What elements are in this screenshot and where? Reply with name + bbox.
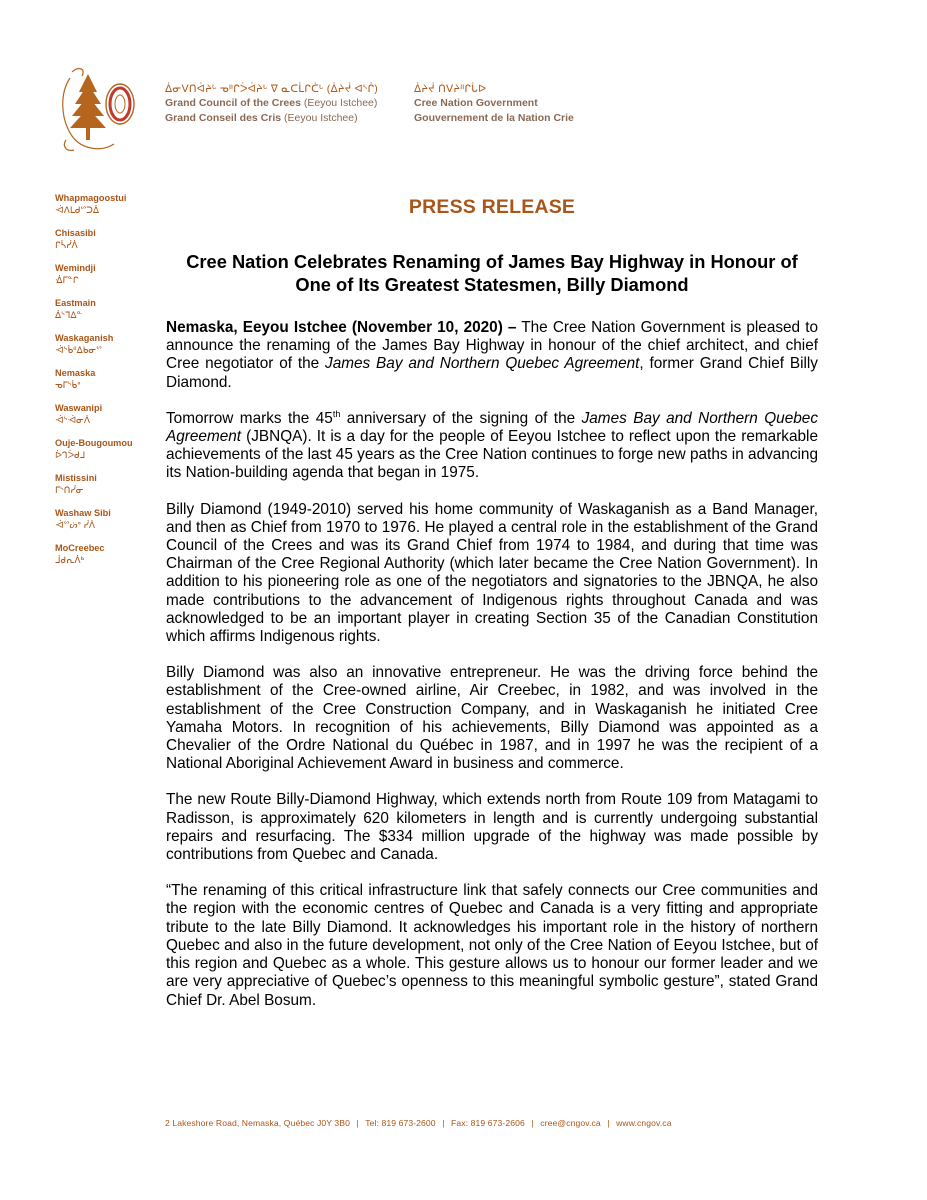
communities-sidebar bbox=[55, 192, 165, 577]
cng-fr: Gouvernement de la Nation Crie bbox=[414, 112, 574, 124]
paragraph-4: Billy Diamond was also an innovative entrepreneur. He was the driving force behind the establishment of the Cree-owned airline, Air Creebec, in 1982, and was involved in the establishment of the Cree Construction Company, and in Waskaganish he initiated Cree Yamaha Motors. In recognition of his achievements, Billy Diamond was appointed as a Chevalier of the Ordre National du Québec in 1987, and in 1997 he was the recipient of a National Aboriginal Achievement Award in business and commerce. bbox=[166, 664, 818, 773]
paragraph-5: The new Route Billy-Diamond Highway, which extends north from Route 109 from Matagami to Radisson, is approximately 620 kilometers in length and is currently undergoing substantial repairs and resurfacing. The $334 million upgrade of the highway was made possible by contributions from Quebec and Canada. bbox=[166, 791, 818, 864]
footer-website-link[interactable]: www.cngov.ca bbox=[616, 1118, 672, 1128]
headline: Cree Nation Celebrates Renaming of James Bay Highway in Honour of One of Its Greatest Statesmen, Billy Diamond bbox=[186, 251, 798, 295]
community-eastmain: Eastmain ᐄᔅᒣᐃᓐ bbox=[55, 298, 96, 320]
community-mistissini: Mistissini ᒥᔅᑎᓰᓂ bbox=[55, 473, 97, 495]
community-chisasibi: Chisasibi ᒋᓵᓰᐲ bbox=[55, 228, 96, 250]
community-nemaska: Nemaska ᓀᒥᔅᑳᐤ bbox=[55, 368, 96, 390]
grand-council-syllabics: ᐄᓂᐯᑎᐋᔨᒡ ᓀᐦᒋᐴᐋᔨᒡ ᐁ ᓇᑕᒫᒋᑖᒡ (ᐄᔨᔫ ᐊᔅᒌ) bbox=[165, 83, 378, 95]
letterhead-grand-council bbox=[165, 82, 378, 126]
grand-council-fr: Grand Conseil des Cris (Eeyou Istchee) bbox=[165, 112, 358, 124]
cng-syllabics: ᐄᔨᔫ ᑎᐯᔨᐦᒋᒑᐅ bbox=[414, 83, 487, 95]
footer-address: 2 Lakeshore Road, Nemaska, Québec J0Y 3B0 bbox=[165, 1118, 350, 1128]
grand-council-en: Grand Council of the Crees (Eeyou Istchee) bbox=[165, 97, 378, 109]
community-waskaganish: Waskaganish ᐙᔅᑳᐦᐃᑲᓂᔥ bbox=[55, 333, 114, 355]
community-waswanipi: Waswanipi ᐙᔅᐙᓂᐲ bbox=[55, 403, 103, 425]
community-whapmagoostui: Whapmagoostui ᐙᐱᒪᑯᔥᑐᐄ bbox=[55, 193, 127, 215]
paragraph-6-quote: “The renaming of this critical infrastructure link that safely connects our Cree communities and the region with the economic centres of Quebec and Canada is a very fitting and appropriate tribute to the late Billy Diamond. It acknowledges his important role in the history of northern Quebec and also in the future development, not only of the Cree Nation of Eeyou Istchee, but of this region and Quebec as a whole. This gesture allows us to honour our former leader and we are very appreciative of Quebec’s openness to this meaningful symbolic gesture”, stated Grand Chief Dr. Abel Bosum. bbox=[166, 882, 818, 1009]
agreement-title: James Bay and Northern Quebec Agreement bbox=[166, 409, 818, 446]
paragraph-2: Tomorrow marks the 45th anniversary of the signing of the James Bay and Northern Quebec Agreement (JBNQA). It is a day for the people of Eeyou Istchee to reflect upon the remarkable achievements of the last 45 years as the Cree Nation continues to forge new paths in advancing its Nation-building agenda that began in 1975. bbox=[166, 408, 818, 482]
press-release-label: PRESS RELEASE bbox=[408, 196, 576, 218]
letterhead-cree-nation-government bbox=[414, 82, 574, 126]
community-ouje-bougoumou: Ouje-Bougoumou ᐆᒉᐴᑯᒧ bbox=[55, 438, 133, 460]
press-release-body bbox=[166, 196, 818, 1028]
agreement-title: James Bay and Northern Quebec Agreement bbox=[325, 355, 640, 373]
footer-email-link[interactable]: cree@cngov.ca bbox=[540, 1118, 601, 1128]
paragraph-3: Billy Diamond (1949-2010) served his home community of Waskaganish as a Band Manager, and then as Chief from 1970 to 1976. He played a central role in the establishment of the Grand Council of the Crees and was its Grand Chief from 1974 to 1984, and during that time was Chairman of the Cree Regional Authority (which later became the Cree Nation Government). In addition to his pioneering role as one of the negotiators and signatories to the JBNQA, he also made contributions to the advancement of Indigenous rights throughout Canada and was acknowledged to be an important player in creating Section 35 of the Canadian Constitution which affirms Indigenous rights. bbox=[166, 500, 818, 646]
cree-seal-logo bbox=[52, 58, 144, 154]
cng-en: Cree Nation Government bbox=[414, 97, 538, 109]
community-wemindji: Wemindji ᐐᒥᓐᒋ bbox=[55, 263, 96, 285]
footer-fax: Fax: 819 673-2606 bbox=[451, 1118, 525, 1128]
community-mocreebec: MoCreebec ᒨᑯᕆᐲᒃ bbox=[55, 543, 105, 565]
dateline: Nemaska, Eeyou Istchee (November 10, 2020) – bbox=[166, 319, 517, 336]
footer-contact: 2 Lakeshore Road, Nemaska, Québec J0Y 3B0 | Tel: 819 673-2600 | Fax: 819 673-2606 | cree@cngov.ca | www.cngov.ca bbox=[165, 1118, 672, 1128]
community-washaw-sibi: Washaw Sibi ᐙᔥᔖᐤ ᓰᐲ bbox=[55, 508, 111, 530]
footer-tel: Tel: 819 673-2600 bbox=[365, 1118, 436, 1128]
paragraph-1: Nemaska, Eeyou Istchee (November 10, 2020) – The Cree Nation Government is pleased to announce the renaming of the James Bay Highway in honour of the chief architect, and chief Cree negotiator of the James Bay and Northern Quebec Agreement, former Grand Chief Billy Diamond. bbox=[166, 319, 818, 391]
